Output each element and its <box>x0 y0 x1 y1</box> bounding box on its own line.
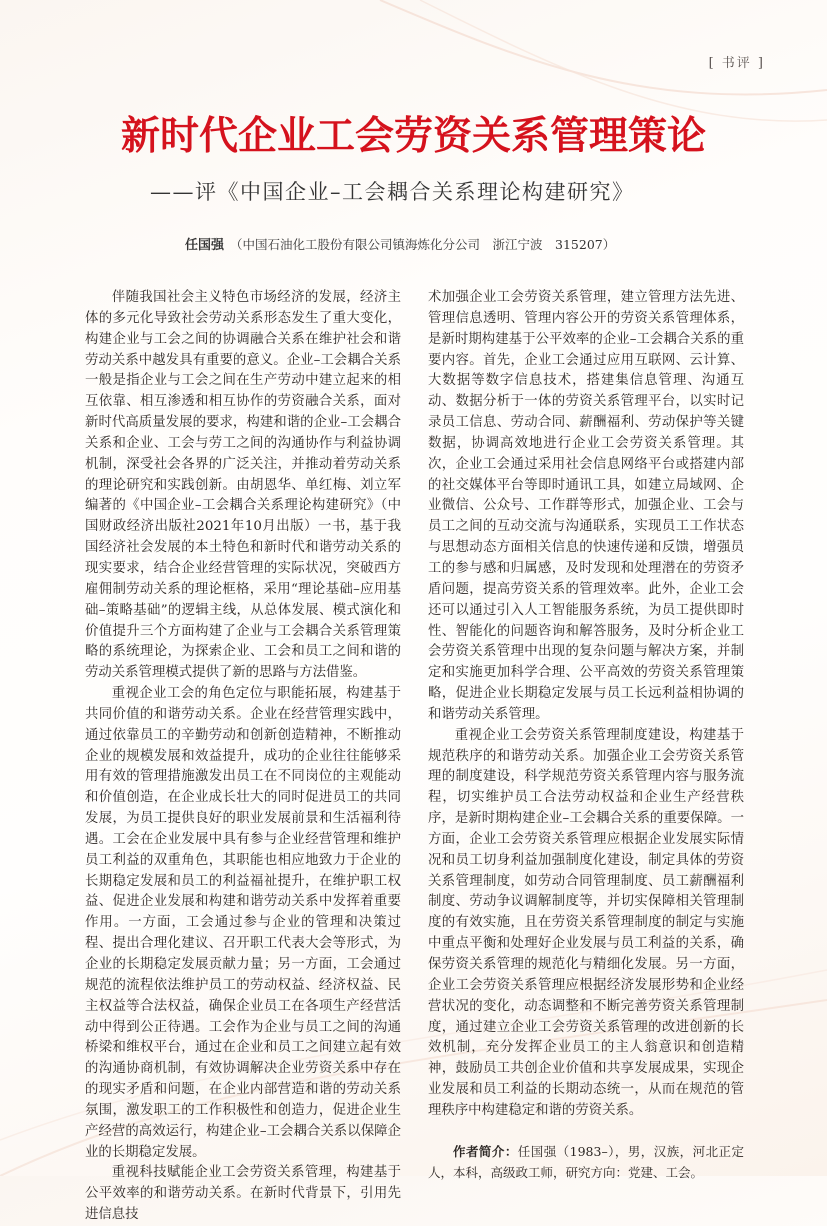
article-subtitle: ——评《中国企业–工会耦合关系理论构建研究》 <box>150 180 635 204</box>
paragraph-continuation: 术加强企业工会劳资关系管理，建立管理方法先进、管理信息透明、管理内容公开的劳资关系管理体系，是新时期构建基于公平效率的企业–工会耦合关系的重要内容。首先，企业工会通过应用互联网、云计算、大数据等数字信息技术，搭建集信息管理、沟通互动、数据分析于一体的劳资关系管理平台，以实时记录员工信息、劳动合同、薪酬福利、劳动保护等关键数据，协调高效地进行企业工会劳资关系管理。其次，企业工会通过采用社会信息网络平台或搭建内部的社交媒体平台等即时通讯工具，如建立局域网、企业微信、公众号、工作群等形式，加强企业、工会与员工之间的互动交流与沟通联系，实现员工工作状态与思想动态方面相关信息的快速传递和反馈，增强员工的参与感和归属感，及时发现和处理潜在的劳资矛盾问题，提高劳资关系的管理效率。此外，企业工会还可以通过引入人工智能服务系统，为员工提供即时性、智能化的问题咨询和解答服务，及时分析企业工会劳资关系管理中出现的复杂问题与解决方案，并制定和实施更加科学合理、公平高效的劳资关系管理策略，促进企业长期稳定发展与员工长远利益相协调的和谐劳动关系管理。 <box>428 290 744 722</box>
author-bio <box>428 1142 744 1184</box>
section-tag: [ 书评 ] <box>708 56 765 71</box>
author-affiliation: （中国石油化工股份有限公司镇海炼化分公司 浙江宁波 315207） <box>230 237 616 252</box>
article-title: 新时代企业工会劳资关系管理策论 <box>120 114 706 159</box>
paragraph: 伴随我国社会主义特色市场经济的发展，经济主体的多元化导致社会劳动关系形态发生了重大变化，构建企业与工会之间的协调融合关系在维护社会和谐劳动关系中越发具有重要的意义。企业–工会耦合关系一般是指企业与工会之间在生产劳动中建立起来的相互依靠、相互渗透和相互协作的劳资融合关系，面对新时代高质量发展的要求，构建和谐的企业–工会耦合关系和企业、工会与劳工之间的沟通协作与利益协调机制，深受社会各界的广泛关注，并推动着劳动关系的理论研究和实践创新。由胡恩华、单红梅、刘立军编著的《中国企业–工会耦合关系理论构建研究》（中国财政经济出版社2021年10月出版）一书，基于我国经济社会发展的本土特色和新时代和谐劳动关系的现实要求，结合企业经营管理的实际状况，突破西方雇佣制劳动关系的理论框格，采用“理论基础–应用基础–策略基础”的逻辑主线，从总体发展、模式演化和价值提升三个方面构建了企业与工会耦合关系管理策略的系统理论，为探索企业、工会和员工之间和谐的劳动关系管理模式提供了新的思路与方法借鉴。 <box>85 290 401 681</box>
paragraph: 重视企业工会劳资关系管理制度建设，构建基于规范秩序的和谐劳动关系。加强企业工会劳资关系管理的制度建设，科学规范劳资关系管理内容与服务流程，切实维护员工合法劳动权益和企业生产经营秩序，是新时期构建企业–工会耦合关系的重要保障。一方面，企业工会劳资关系管理应根据企业发展实际情况和员工切身利益加强制度化建设，制定具体的劳资关系管理制度，如劳动合同管理制度、员工薪酬福利制度、劳动争议调解制度等，并切实保障相关管理制度的有效实施，且在劳资关系管理制度的制定与实施中重点平衡和处理好企业发展与员工利益的关系，确保劳资关系管理的规范化与精细化发展。另一方面，企业工会劳资关系管理应根据经济发展形势和企业经营状况的变化，动态调整和不断完善劳资关系管理制度，通过建立企业工会劳资关系管理的改进创新的长效机制，充分发挥企业员工的主人翁意识和创造精神，鼓励员工共创企业价值和共享发展成果，实现企业发展和员工利益的长期动态统一，从而在规范的管理秩序中构建稳定和谐的劳资关系。 <box>428 727 744 1118</box>
author-name: 任国强 <box>185 238 225 253</box>
left-column <box>85 288 401 1226</box>
author-bio-text: 任国强（1983–），男，汉族，河北正定人，本科，高级政工师，研究方向：党建、工会。 <box>428 1143 744 1180</box>
paragraph: 重视科技赋能企业工会劳资关系管理，构建基于公平效率的和谐劳动关系。在新时代背景下，引用先进信息技 <box>85 1165 401 1223</box>
author-line <box>185 234 615 253</box>
paragraph: 重视企业工会的角色定位与职能拓展，构建基于共同价值的和谐劳动关系。企业在经营管理实践中，通过依靠员工的辛勤劳动和创新创造精神，不断推动企业的规模发展和效益提升，成功的企业往往能够采用有效的管理措施激发出员工在不同岗位的主观能动和价值创造，在企业成长壮大的同时促进员工的共同发展，为员工提供良好的职业发展前景和生活福利待遇。工会在企业发展中具有参与企业经营管理和维护员工利益的双重角色，其职能也相应地致力于企业的长期稳定发展和员工的利益福祉提升，在维护职工权益、促进企业发展和构建和谐劳动关系中发挥着重要作用。一方面，工会通过参与企业的管理和决策过程、提出合理化建议、召开职工代表大会等形式，为企业的长期稳定发展贡献力量；另一方面，工会通过规范的流程依法维护员工的劳动权益、经济权益、民主权益等合法权益，确保企业员工在各项生产经营活动中得到公正待遇。工会作为企业与员工之间的沟通桥梁和维权平台，通过在企业和员工之间建立起有效的沟通协商机制，有效协调解决企业劳资关系中存在的现实矛盾和问题，在企业内部营造和谐的劳动关系氛围，激发职工的工作积极性和创造力，促进企业生产经营的高效运行，构建企业–工会耦合关系以保障企业的长期稳定发展。 <box>85 686 401 1160</box>
right-column <box>428 288 744 1183</box>
author-bio-label: 作者简介： <box>453 1143 518 1159</box>
